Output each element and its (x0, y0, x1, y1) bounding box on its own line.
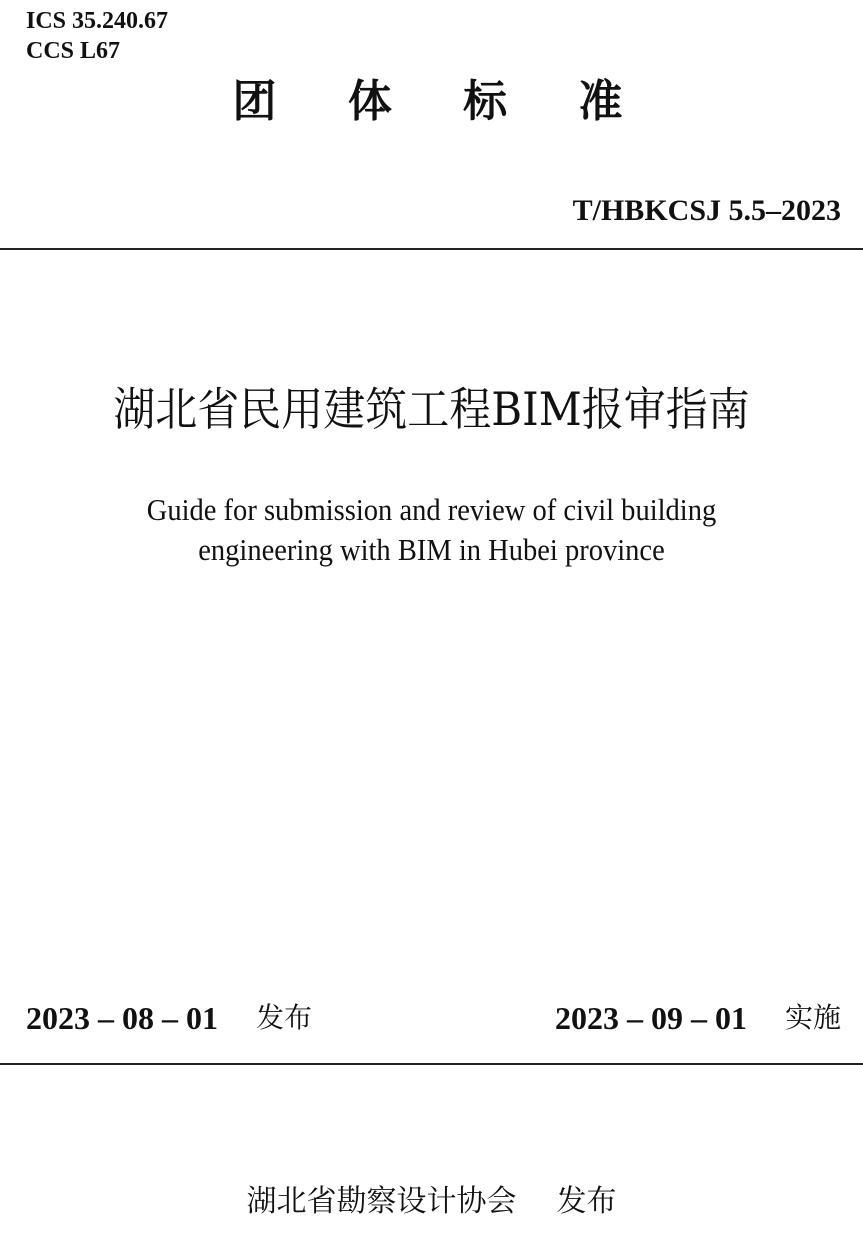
standard-category: 团 体 标 准 (232, 76, 651, 127)
publish-label: 发布 (256, 1001, 313, 1034)
implement-label: 实施 (784, 1001, 841, 1034)
ccs-code: CCS L67 (26, 38, 121, 64)
ics-code: ICS 35.240.67 (26, 8, 169, 34)
implement-date: 2023 – 09 – 01 (554, 1000, 747, 1036)
chinese-title: 湖北省民用建筑工程BIM报审指南 (113, 383, 750, 436)
top-divider (0, 248, 863, 250)
publish-date-block (26, 998, 312, 1038)
publish-date: 2023 – 08 – 01 (26, 1000, 218, 1036)
publisher-name: 湖北省勘察设计协会 (246, 1184, 517, 1219)
publisher-line (0, 1180, 863, 1224)
publisher-action: 发布 (556, 1184, 617, 1219)
english-title-line-2: engineering with BIM in Hubei province (198, 532, 665, 567)
english-title-line-1: Guide for submission and review of civil building (146, 492, 717, 527)
english-title (35, 490, 829, 570)
bottom-divider (0, 1063, 863, 1065)
implement-date-block (555, 998, 841, 1038)
standard-number: T/HBKCSJ 5.5–2023 (572, 194, 841, 227)
